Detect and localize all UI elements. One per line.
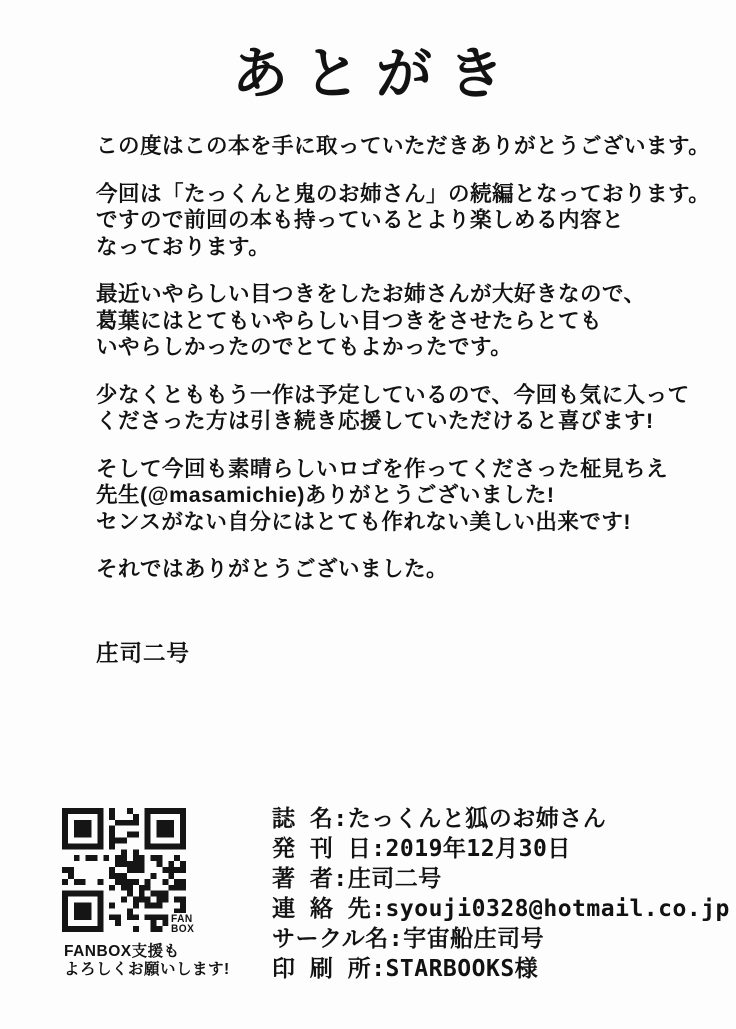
paragraph-line: 葛葉にはとてもいやらしい目つきをさせたらとても <box>96 308 603 333</box>
colophon-row <box>272 804 730 834</box>
paragraph-line: ですので前回の本も持っているとより楽しめる内容と <box>96 208 625 232</box>
paragraph-line: くださった方は引き続き応援していただけると喜びます! <box>96 409 654 433</box>
colophon-value: STARBOOKS様 <box>385 956 539 982</box>
fanbox-note-line: FANBOX支援も <box>64 943 180 960</box>
paragraph-line: なっております。 <box>96 234 271 259</box>
paragraph-line: いやらしかったのでとてもよかったです。 <box>96 335 513 359</box>
colophon-label: 発 刊 日: <box>272 836 386 862</box>
colophon-row <box>272 954 730 984</box>
colophon-section <box>0 800 736 1029</box>
colophon-label: 誌 名: <box>272 806 348 832</box>
colophon-row <box>272 834 730 864</box>
colophon-row <box>272 924 730 954</box>
paragraph <box>96 382 696 435</box>
colophon-value: 宇宙船庄司号 <box>403 926 545 952</box>
author-signature: 庄司二号 <box>96 641 191 666</box>
paragraph-line: センスがない自分にはとても作れない美しい出来です! <box>96 509 632 534</box>
paragraph-line: 今回は「たっくんと鬼のお姉さん」の続編となっております。 <box>96 181 711 206</box>
fanbox-logo <box>168 913 194 934</box>
colophon-label: 印 刷 所: <box>272 956 386 982</box>
paragraph <box>96 133 711 160</box>
paragraph <box>96 281 696 361</box>
colophon-value: たっくんと狐のお姉さん <box>347 806 607 832</box>
colophon-value: 2019年12月30日 <box>385 836 571 862</box>
colophon-row <box>272 894 730 924</box>
paragraph <box>96 456 696 536</box>
paragraph-line: それではありがとうございました。 <box>96 557 449 581</box>
colophon-value: syouji0328@hotmail.co.jp <box>385 896 730 922</box>
paragraph-line: そして今回も素晴らしいロゴを作ってくださった柾見ちえ <box>96 456 669 481</box>
fanbox-qr-block <box>62 808 194 936</box>
fanbox-note-line: よろしくお願いします! <box>64 960 230 978</box>
colophon-entries <box>272 804 730 984</box>
colophon-label: 連 絡 先: <box>272 896 386 922</box>
paragraph-line: 少なくとももう一作は予定しているので、今回も気に入って <box>96 382 690 407</box>
paragraph <box>96 556 696 583</box>
colophon-row <box>272 864 730 894</box>
paragraph <box>96 181 711 261</box>
paragraph-line: この度はこの本を手に取っていただきありがとうございます。 <box>96 134 711 158</box>
paragraph-line: 先生(@masamichie)ありがとうございました! <box>96 483 555 507</box>
colophon-label: サークル名: <box>272 926 404 952</box>
fanbox-note <box>64 943 230 978</box>
paragraph-line: 最近いやらしい目つきをしたお姉さんが大好きなので、 <box>96 282 646 306</box>
page-title: あとがき <box>232 41 520 107</box>
fanbox-logo-line: BOX <box>170 923 194 935</box>
colophon-label: 著 者: <box>272 866 348 892</box>
fanbox-logo-line: FAN <box>170 913 193 925</box>
afterword-body <box>96 133 711 604</box>
colophon-value: 庄司二号 <box>347 866 442 892</box>
